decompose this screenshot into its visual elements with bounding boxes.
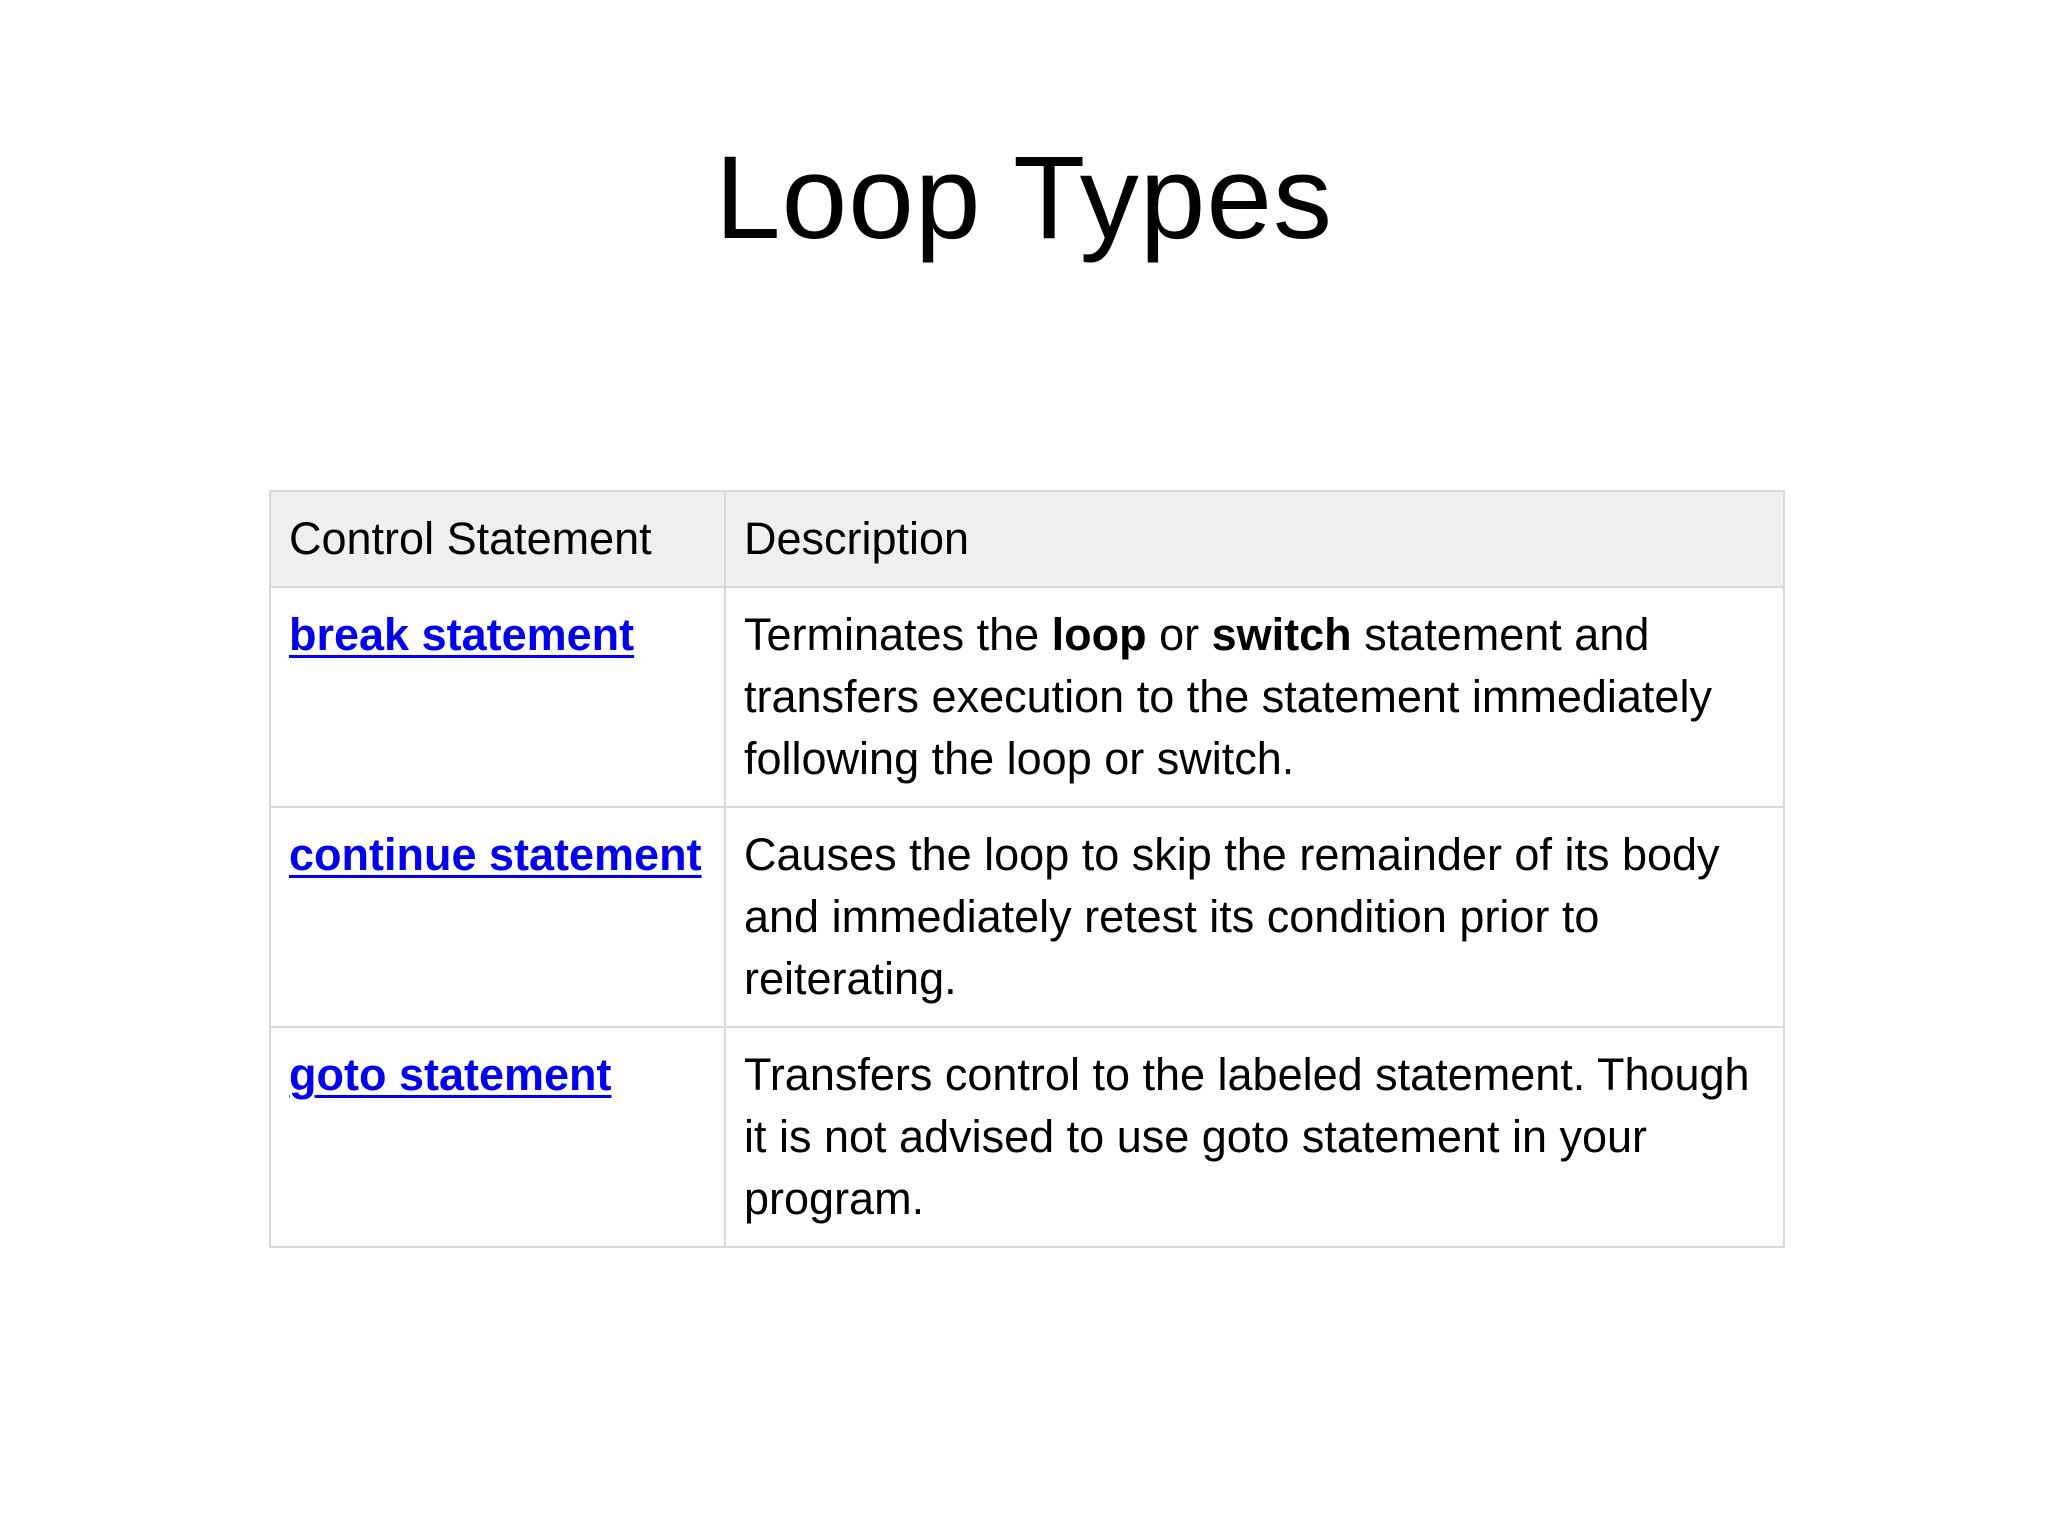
control-statements-table — [269, 490, 1785, 1248]
desc-text: Terminates the — [744, 609, 1052, 660]
table-row — [270, 1027, 1784, 1247]
break-statement-link[interactable]: break statement — [289, 609, 635, 660]
table-header-row — [270, 491, 1784, 587]
desc-bold-switch: switch — [1211, 609, 1352, 660]
desc-text: or — [1146, 609, 1212, 660]
goto-statement-link[interactable]: goto statement — [289, 1049, 612, 1100]
header-control-statement: Control Statement — [270, 491, 725, 587]
desc-bold-loop: loop — [1051, 609, 1147, 660]
continue-statement-link[interactable]: continue statement — [289, 829, 702, 880]
description-cell — [725, 587, 1784, 807]
desc-text: statement and transfers execution to the statement immediately following the loop or switch. — [744, 609, 1712, 784]
header-description: Description — [725, 491, 1784, 587]
statement-cell — [270, 587, 725, 807]
table-row — [270, 587, 1784, 807]
description-cell: Causes the loop to skip the remainder of its body and immediately retest its condition prior to reiterating. — [725, 807, 1784, 1027]
table-row — [270, 807, 1784, 1027]
statement-cell — [270, 1027, 725, 1247]
statement-cell — [270, 807, 725, 1027]
description-cell: Transfers control to the labeled statement. Though it is not advised to use goto statement in your program. — [725, 1027, 1784, 1247]
slide-title: Loop Types — [715, 132, 1333, 264]
